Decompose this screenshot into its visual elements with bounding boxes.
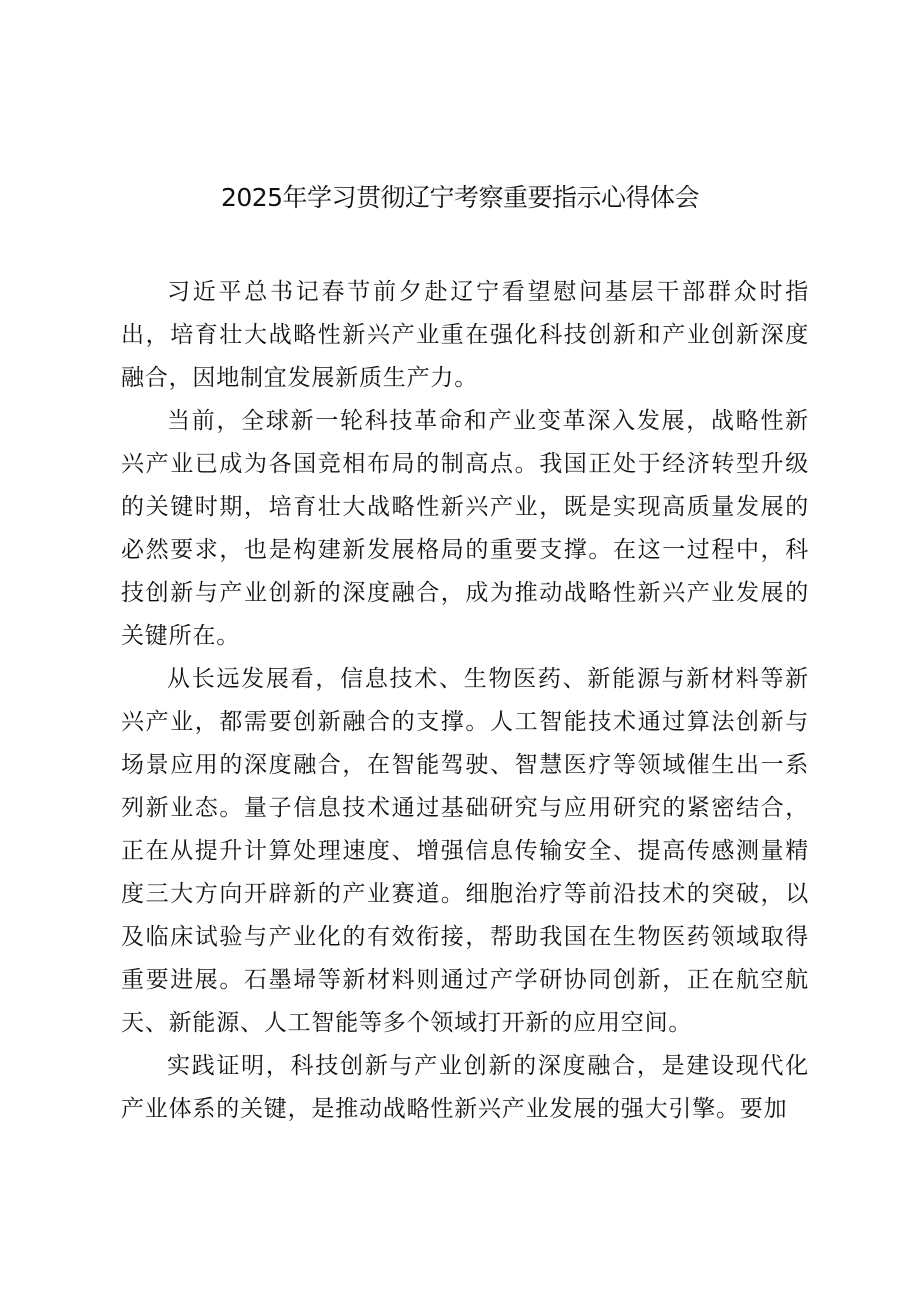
- paragraph-2: 当前，全球新一轮科技革命和产业变革深入发展，战略性新兴产业已成为各国竞相布局的制高点。我国正处于经济转型升级的关键时期，培育壮大战略性新兴产业，既是实现高质量发展的必然要求，也是构建新发展格局的重要支撑。在这一过程中，科技创新与产业创新的深度融合，成为推动战略性新兴产业发展的关键所在。: [121, 408, 809, 649]
- document-title: 2025年学习贯彻辽宁考察重要指示心得体会: [220, 183, 700, 212]
- paragraph-3: 从长远发展看，信息技术、生物医药、新能源与新材料等新兴产业，都需要创新融合的支撑。人工智能技术通过算法创新与场景应用的深度融合，在智能驾驶、智慧医疗等领域催生出一系列新业态。量子信息技术通过基础研究与应用研究的紧密结合，正在从提升计算处理速度、增强信息传输安全、提高传感测量精度三大方向开辟新的产业赛道。细胞治疗等前沿技术的突破，以及临床试验与产业化的有效衔接，帮助我国在生物医药领域取得重要进展。石墨埽等新材料则通过产学研协同创新，正在航空航天、新能源、人工智能等多个领域打开新的应用空间。: [121, 666, 809, 1036]
- paragraph-1: 习近平总书记春节前夕赴辽宁看望慰问基层干部群众时指出，培育壮大战略性新兴产业重在强化科技创新和产业创新深度融合，因地制宜发展新质生产力。: [121, 279, 809, 391]
- document-body: [121, 271, 809, 1131]
- paragraph-4: 实践证明，科技创新与产业创新的深度融合，是建设现代化产业体系的关键，是推动战略性新兴产业发展的强大引擎。要加: [121, 1053, 809, 1122]
